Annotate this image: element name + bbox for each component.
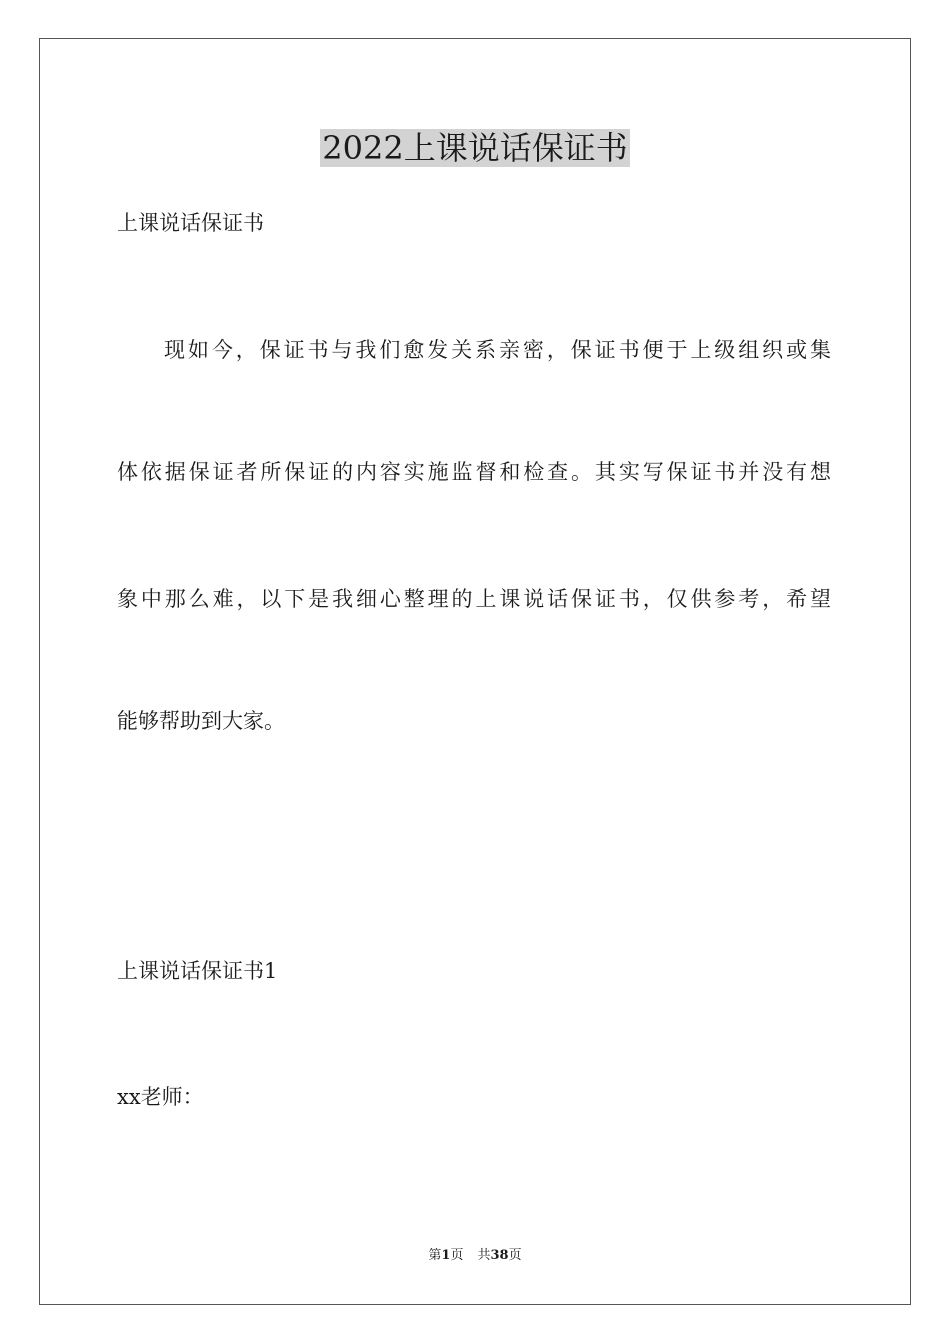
intro-line-2: 体依据保证者所保证的内容实施监督和检查。其实写保证书并没有想	[117, 460, 831, 484]
page-footer	[0, 1247, 950, 1265]
intro-line-1: 现如今，保证书与我们愈发关系亲密，保证书便于上级组织或集	[164, 338, 831, 362]
footer-page-current: 1	[441, 1248, 451, 1263]
footer-page-prefix: 第	[428, 1248, 442, 1263]
footer-total-prefix: 共	[477, 1248, 491, 1263]
intro-line-4: 能够帮助到大家。	[117, 709, 285, 733]
document-title-text: 2022上课说话保证书	[322, 129, 628, 167]
footer-total-suffix: 页	[508, 1248, 522, 1263]
footer-page-total: 38	[490, 1248, 509, 1263]
salutation: xx老师：	[117, 1085, 204, 1109]
section-heading: 上课说话保证书1	[117, 959, 278, 983]
document-title	[0, 126, 950, 170]
footer-page-mid: 页	[450, 1248, 464, 1263]
document-subtitle: 上课说话保证书	[117, 211, 264, 235]
intro-line-3: 象中那么难，以下是我细心整理的上课说话保证书，仅供参考，希望	[117, 587, 831, 611]
